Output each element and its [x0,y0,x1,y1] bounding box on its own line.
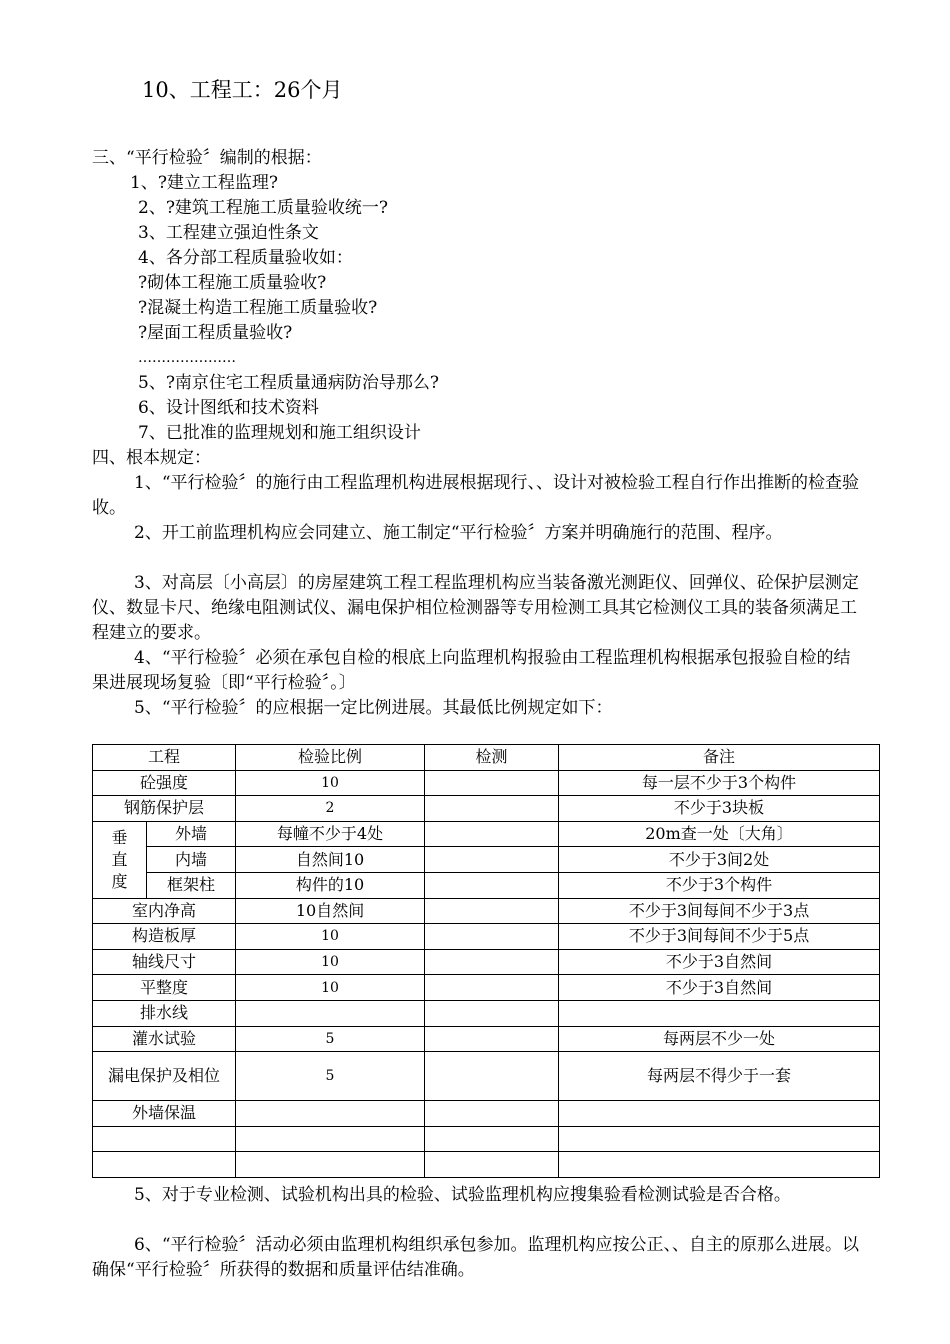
empty-cell [93,1126,236,1152]
list-item: ?混凝土构造工程施工质量验收? [138,298,378,318]
table-row [93,872,880,898]
header-cell: 检验比例 [236,745,425,771]
note-cell: 不少于3自然间 [559,949,880,975]
empty-cell [93,1152,236,1178]
header-cell: 工程 [93,745,236,771]
list-item: 4、各分部工程质量验收如： [138,248,353,268]
table-empty-row [93,1126,880,1152]
item-cell: 室内净高 [93,898,236,924]
note-cell: 不少于3块板 [559,796,880,822]
table-row [93,898,880,924]
list-item: ?砌体工程施工质量验收? [138,273,327,293]
empty-cell [236,1152,425,1178]
check-cell [425,949,559,975]
table-empty-row [93,1152,880,1178]
note-cell: 不少于3自然间 [559,975,880,1001]
check-cell [425,1026,559,1052]
check-cell [425,847,559,873]
item-cell: 构造板厚 [93,924,236,950]
check-cell [425,1000,559,1026]
empty-cell [236,1126,425,1152]
ratio-cell: 5 [236,1052,425,1101]
ratio-cell [236,1101,425,1127]
table-row [93,770,880,796]
table-row [93,1000,880,1026]
rule-paragraph: 6、“平行检验〞活动必须由监理机构组织承包参加。监理机构应按公正、、自主的原那么进展。以确保“平行检验〞所获得的数据和质量评估结准确。 [92,1235,860,1280]
group-char: 度 [111,871,128,891]
ratio-cell: 构件的10 [236,872,425,898]
list-item: 1、?建立工程监理? [130,173,279,193]
table-row [93,821,880,847]
empty-cell [559,1126,880,1152]
rule-paragraph: 4、“平行检验〞必须在承包自检的根底上向监理机构报验由工程监理机构根据承包报验自检的结果进展现场复验〔即“平行检验〞。〕 [92,648,851,693]
table-row [93,1026,880,1052]
empty-cell [425,1126,559,1152]
inspection-ratio-table [92,744,880,1178]
check-cell [425,1052,559,1101]
group-char: 垂 [111,827,128,847]
section-4-title: 四、根本规定： [92,448,211,468]
duration-heading: 10、工程工：26个月 [142,78,343,102]
item-cell: 内墙 [147,847,236,873]
list-item: 7、已批准的监理规划和施工组织设计 [138,423,421,443]
ratio-cell: 2 [236,796,425,822]
empty-cell [559,1152,880,1178]
list-ellipsis: ………………… [138,350,236,366]
ratio-cell: 5 [236,1026,425,1052]
item-cell: 外墙 [147,821,236,847]
ratio-cell [236,1000,425,1026]
note-cell: 20m查一处〔大角〕 [559,821,880,847]
section-3-title: 三、“平行检验〞编制的根据： [92,148,322,168]
item-cell: 排水线 [93,1000,236,1026]
verticality-group-cell [93,821,147,898]
note-cell: 不少于3间2处 [559,847,880,873]
ratio-cell: 自然间10 [236,847,425,873]
ratio-cell: 10 [236,770,425,796]
ratio-cell: 10 [236,975,425,1001]
rule-paragraph: 5、对于专业检测、试验机构出具的检验、试验监理机构应搜集验看检测试验是否合格。 [134,1185,791,1205]
note-cell: 不少于3个构件 [559,872,880,898]
ratio-cell: 10 [236,924,425,950]
table-row [93,796,880,822]
ratio-cell: 10自然间 [236,898,425,924]
note-cell: 每两层不得少于一套 [559,1052,880,1101]
group-char: 直 [111,849,128,869]
table-row [93,949,880,975]
ratio-cell: 10 [236,949,425,975]
check-cell [425,796,559,822]
item-cell: 钢筋保护层 [93,796,236,822]
header-cell: 备注 [559,745,880,771]
check-cell [425,770,559,796]
item-cell: 漏电保护及相位 [93,1052,236,1101]
list-item: ?屋面工程质量验收? [138,323,293,343]
table-row [93,975,880,1001]
check-cell [425,924,559,950]
note-cell [559,1101,880,1127]
table-row [93,1101,880,1127]
note-cell [559,1000,880,1026]
empty-cell [425,1152,559,1178]
item-cell: 框架柱 [147,872,236,898]
list-item: 6、设计图纸和技术资料 [138,398,319,418]
ratio-cell: 每幢不少于4处 [236,821,425,847]
check-cell [425,1101,559,1127]
item-cell: 平整度 [93,975,236,1001]
check-cell [425,975,559,1001]
list-item: 3、工程建立强迫性条文 [138,223,319,243]
table-header-row [93,745,880,771]
item-cell: 砼强度 [93,770,236,796]
table-row [93,1052,880,1101]
check-cell [425,872,559,898]
check-cell [425,821,559,847]
item-cell: 灌水试验 [93,1026,236,1052]
table-row [93,924,880,950]
note-cell: 不少于3间每间不少于3点 [559,898,880,924]
item-cell: 轴线尺寸 [93,949,236,975]
rule-paragraph: 3、对高层〔小高层〕的房屋建筑工程工程监理机构应当装备激光测距仪、回弹仪、砼保护层测定仪、数显卡尺、绝缘电阻测试仪、漏电保护相位检测器等专用检测工具其它检测仪工具的装备须满足工程建立的要求。 [92,573,859,643]
item-cell: 外墙保温 [93,1101,236,1127]
rule-paragraph: 5、“平行检验〞的应根据一定比例进展。其最低比例规定如下： [134,698,613,718]
table-row [93,847,880,873]
check-cell [425,898,559,924]
note-cell: 每两层不少一处 [559,1026,880,1052]
rule-paragraph: 2、开工前监理机构应会同建立、施工制定“平行检验〞方案并明确施行的范围、程序。 [134,523,783,543]
list-item: 5、?南京住宅工程质量通病防治导那么? [138,373,440,393]
header-cell: 检测 [425,745,559,771]
list-item: 2、?建筑工程施工质量验收统一? [138,198,389,218]
note-cell: 不少于3间每间不少于5点 [559,924,880,950]
note-cell: 每一层不少于3个构件 [559,770,880,796]
rule-paragraph: 1、“平行检验〞的施行由工程监理机构进展根据现行、、设计对被检验工程自行作出推断的检查验收。 [92,473,860,518]
